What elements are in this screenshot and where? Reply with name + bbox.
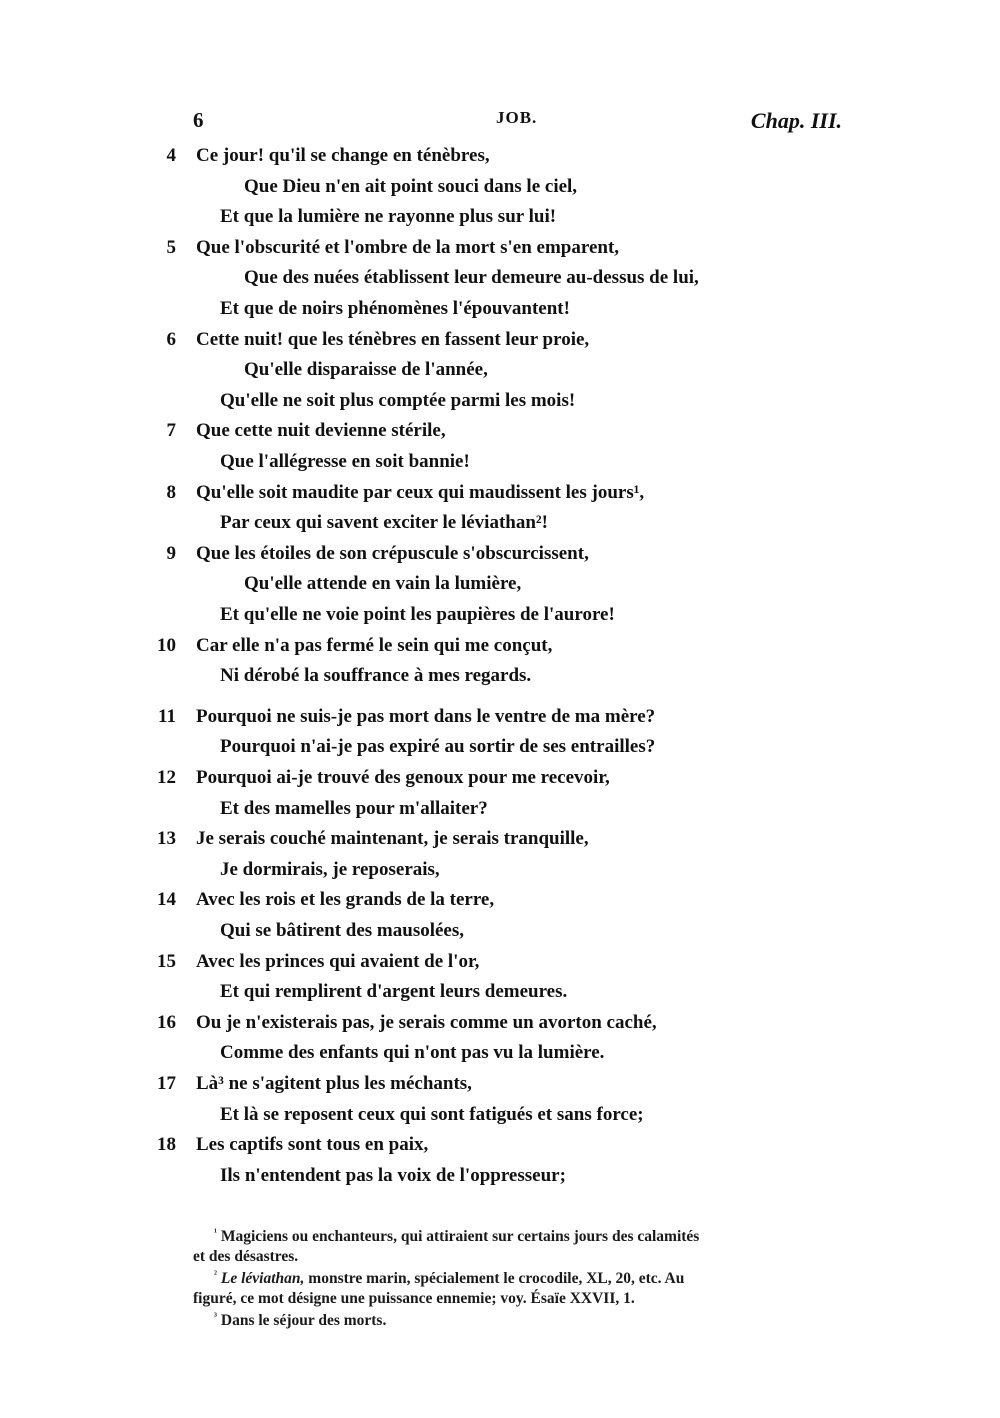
footnote-marker: ³ [214,1311,217,1322]
verse-text: Et qui remplirent d'argent leurs demeures. [220,981,568,1003]
verse-text: Pourquoi ai-je trouvé des genoux pour me recevoir, [196,767,610,788]
verse-number: 16 [157,1011,176,1033]
verse-number: 14 [157,889,176,911]
footnote-3-line-1 [214,1311,386,1330]
verse-text: Que Dieu n'en ait point souci dans le ciel, [244,175,578,197]
verse-number: 15 [157,950,176,972]
footnote-1-line-2: et des désastres. [193,1248,299,1265]
verse-text: Ou je n'existerais pas, je serais comme un avorton caché, [196,1011,657,1033]
verse-text: Je serais couché maintenant, je serais tranquille, [196,828,589,850]
footnote-text: Magiciens ou enchanteurs, qui attiraient sur certains jours des calamités [220,1228,700,1246]
footnote-text: monstre marin, spécialement le crocodile, XL, 20, etc. Au [308,1270,685,1288]
verse-number: 7 [166,420,176,442]
footnote-2-line-2: figuré, ce mot désigne une puissance ennemie; voy. Ésaïe XXVII, 1. [193,1290,635,1307]
footnote-1-line-1 [214,1227,699,1246]
verse-number: 12 [157,767,176,788]
verse-text: Pourquoi n'ai-je pas expiré au sortir de ses entrailles? [220,736,656,758]
verse-text: Que des nuées établissent leur demeure au-dessus de lui, [244,267,699,289]
verse-text: Et que la lumière ne rayonne plus sur lui! [220,206,557,228]
verse-text: Qu'elle disparaisse de l'année, [244,359,488,381]
verse-text: Et que de noirs phénomènes l'épouvantent! [220,298,570,319]
verse-number: 18 [157,1134,176,1156]
verse-number: 11 [158,705,176,727]
verse-text: Qu'elle ne soit plus comptée parmi les mois! [220,389,576,411]
verse-text: Que l'allégresse en soit bannie! [220,451,470,472]
verse-text: Qu'elle soit maudite par ceux qui maudissent les jours¹, [196,481,645,503]
footnote-2-line-1 [214,1269,684,1288]
verse-text: Cette nuit! que les ténèbres en fassent leur proie, [196,328,590,350]
verse-text: Je dormirais, je reposerais, [220,858,440,880]
footnote-marker: ² [214,1269,217,1280]
verse-text: Et là se reposent ceux qui sont fatigués et sans force; [220,1103,644,1125]
chapter-label: Chap. III. [750,108,842,133]
verse-number: 6 [166,328,176,350]
verse-number: 5 [166,236,176,258]
verse-text: Qu'elle attende en vain la lumière, [244,573,522,595]
verse-text: Que l'obscurité et l'ombre de la mort s'en emparent, [196,236,620,258]
page-number: 6 [193,108,204,132]
verse-text: Comme des enfants qui n'ont pas vu la lumière. [220,1042,605,1064]
footnote-italic-term: Le léviathan, [220,1270,305,1288]
verse-number: 4 [166,145,176,166]
verse-text: Et des mamelles pour m'allaiter? [220,797,488,819]
footnote-text: Dans le séjour des morts. [220,1312,387,1330]
verse-text: Avec les princes qui avaient de l'or, [196,950,480,972]
verse-number: 17 [157,1073,176,1094]
verse-text: Avec les rois et les grands de la terre, [196,889,495,911]
verse-text: Que les étoiles de son crépuscule s'obscurcissent, [196,542,589,564]
verse-text: Ni dérobé la souffrance à mes regards. [220,665,532,687]
verse-number: 10 [157,634,176,656]
verse-text: Car elle n'a pas fermé le sein qui me conçut, [196,634,553,656]
verse-text: Et qu'elle ne voie point les paupières de l'aurore! [220,604,615,625]
verse-number: 8 [166,481,176,503]
running-header [0,108,1000,138]
verse-number: 9 [166,542,176,564]
verse-text: Qui se bâtirent des mausolées, [220,920,465,941]
book-title: JOB. [496,108,538,127]
verse-text: Que cette nuit devienne stérile, [196,420,446,442]
verse-text: Les captifs sont tous en paix, [196,1134,429,1156]
verse-text: Ils n'entendent pas la voix de l'oppresseur; [220,1164,566,1186]
verse-number: 13 [157,828,176,850]
verse-text: Par ceux qui savent exciter le léviathan²! [220,512,548,534]
footnote-marker: ¹ [214,1227,217,1238]
verse-text: Là³ ne s'agitent plus les méchants, [196,1073,472,1094]
verse-text: Ce jour! qu'il se change en ténèbres, [196,145,490,166]
verse-text: Pourquoi ne suis-je pas mort dans le ventre de ma mère? [196,705,656,727]
